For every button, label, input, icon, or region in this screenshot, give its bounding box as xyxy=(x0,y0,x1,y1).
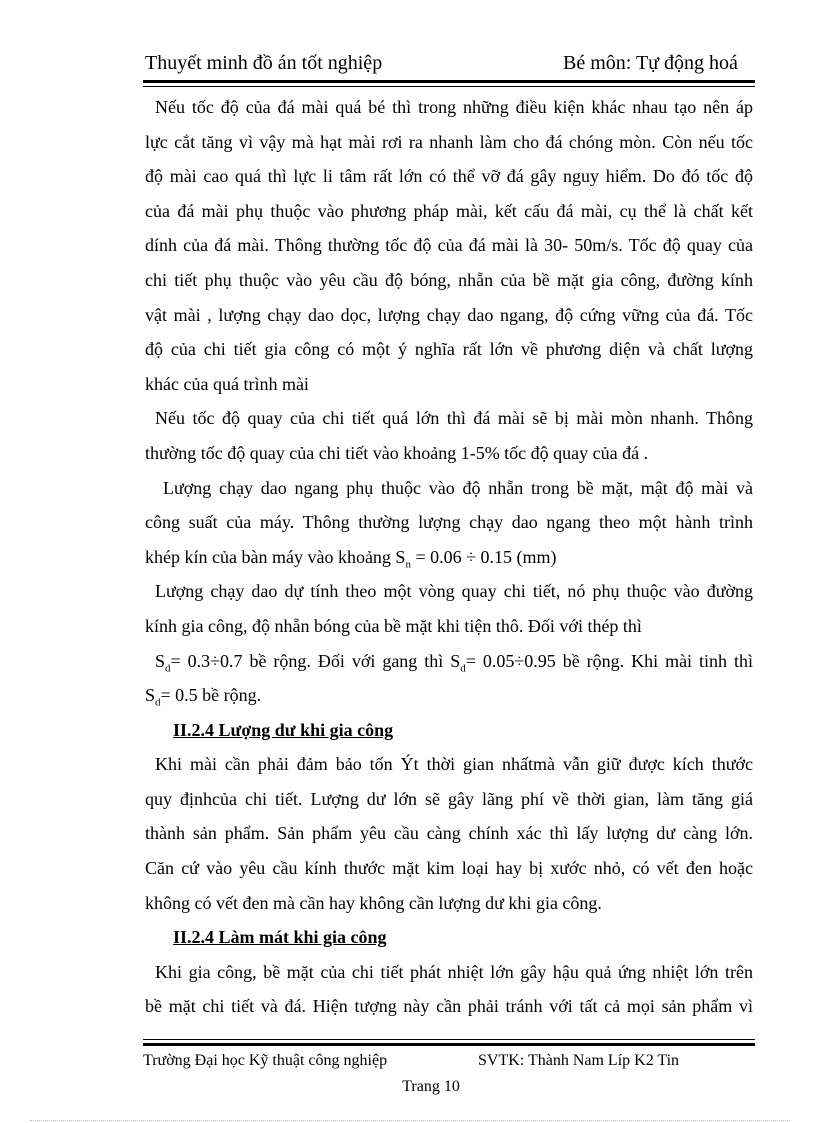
text-line: dính của đá mài. Thông thường tốc độ của đá mài là 30- 50m/s. Tốc độ quay của xyxy=(145,235,753,256)
footer-school: Trường Đại học Kỹ thuật công nghiệp xyxy=(143,1052,388,1069)
text-line: Nếu tốc độ của đá mài quá bé thì trong những điều kiện khác nhau tạo nên áp xyxy=(155,97,753,117)
text-line: công suất của máy. Thông thường lượng chạy dao ngang theo một hành trình xyxy=(145,512,753,533)
text-line: Khi mài cần phải đảm bảo tốn Ýt thời gian nhấtmà vẫn giữ được kích thước xyxy=(155,754,753,775)
text-line: Lượng chạy dao dự tính theo một vòng quay chi tiết, nó phụ thuộc vào đường xyxy=(155,581,753,602)
text-line: bề mặt chi tiết và đá. Hiện tượng này cần phải tránh với tất cả mọi sản phẩm vì xyxy=(145,996,753,1017)
page-number: Trang 10 xyxy=(402,1078,460,1095)
text-line: độ của chi tiết gia công có một ý nghĩa rất lớn về phương diện và chất lượng xyxy=(145,339,753,360)
text-line: thường tốc độ quay của chi tiết vào khoảng 1-5% tốc độ quay của đá . xyxy=(145,442,649,463)
text-line: khác của quá trình mài xyxy=(145,373,309,394)
text-line: của đá mài phụ thuộc vào phương pháp mài, kết cấu đá mài, cụ thể là chất kết xyxy=(145,200,753,221)
text-line: lực cắt tăng vì vậy mà hạt mài rơi ra nhanh làm cho đá chóng mòn. Còn nếu tốc xyxy=(145,131,753,152)
text-segment: S xyxy=(145,685,156,706)
section-heading: II.2.4 Lượng dư khi gia công xyxy=(173,719,394,740)
subscript: d xyxy=(165,662,171,675)
header-department: Bé môn: Tự động hoá xyxy=(563,52,738,74)
subscript: d xyxy=(460,662,466,675)
text-segment: S xyxy=(155,650,166,671)
text-line: kính gia công, độ nhẵn bóng của bề mặt khi tiện thô. Đối với thép thì xyxy=(145,615,642,636)
header-title: Thuyết minh đồ án tốt nghiệp xyxy=(145,52,383,74)
section-heading: II.2.4 Làm mát khi gia công xyxy=(173,927,387,948)
footer-rule xyxy=(143,1039,755,1046)
text-segment: khép kín của bàn máy vào khoảng S xyxy=(145,546,406,567)
text-line xyxy=(145,678,753,713)
text-segment: = 0.5 bề rộng. xyxy=(160,685,262,706)
text-line xyxy=(145,540,753,575)
text-line: Khi gia công, bề mặt của chi tiết phát nhiệt lớn gây hậu quả ứng nhiệt lớn trên xyxy=(155,961,753,982)
text-line: Lượng chạy dao ngang phụ thuộc vào độ nhẵn trong bề mặt, mật độ mài và xyxy=(163,477,753,498)
text-line: thành sản phẩm. Sản phẩm yêu cầu càng chính xác thì lấy lượng dư càng lớn. xyxy=(145,823,753,844)
subscript: n xyxy=(405,558,411,571)
document-body xyxy=(145,90,753,1024)
text-line: vật mài , lượng chạy dao dọc, lượng chạy dao ngang, độ cứng vững của đá. Tốc xyxy=(145,304,753,325)
page-boundary xyxy=(30,1120,790,1121)
subscript: d xyxy=(155,696,161,709)
header-rule xyxy=(143,80,755,87)
text-line: Nếu tốc độ quay của chi tiết quá lớn thì đá mài sẽ bị mài mòn nhanh. Thông xyxy=(155,408,753,429)
text-segment: = 0.06 ÷ 0.15 (mm) xyxy=(410,546,557,567)
text-line: chi tiết phụ thuộc vào yêu cầu độ bóng, nhẵn của bề mặt gia công, đường kính xyxy=(145,269,753,290)
text-segment: = 0.05÷0.95 bề rộng. Khi mài tinh thì xyxy=(465,650,753,671)
text-line: Căn cứ vào yêu cầu kính thước mặt kim loại hay bị xước nhỏ, có vết đen hoặc xyxy=(145,858,753,879)
text-line xyxy=(145,644,753,679)
text-line: độ mài cao quá thì lực li tâm rất lớn có thể vỡ đá gây nguy hiểm. Do đó tốc độ xyxy=(145,166,753,187)
text-segment: = 0.3÷0.7 bề rộng. Đối với gang thì S xyxy=(170,650,461,671)
text-line: quy địnhcủa chi tiết. Lượng dư lớn sẽ gây lãng phí về thời gian, làm tăng giá xyxy=(145,788,753,809)
text-line: không có vết đen mà cần hay không cần lượng dư khi gia công. xyxy=(145,892,602,913)
footer-student: SVTK: Thành Nam Líp K2 Tin xyxy=(478,1052,680,1069)
